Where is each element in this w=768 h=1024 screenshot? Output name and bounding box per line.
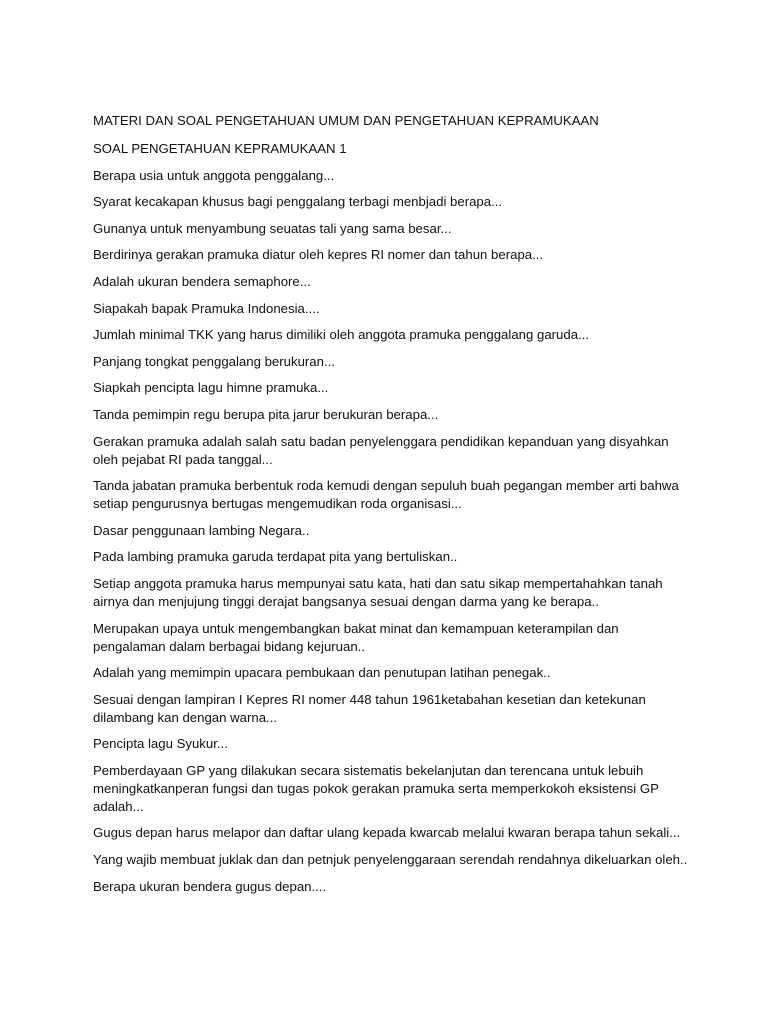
question-13: Dasar penggunaan lambing Negara.. (93, 522, 310, 538)
question-20: Pemberdayaan GP yang dilakukan secara sistematis bekelanjutan dan terencana untuk lebuih meningkatkanperan fungsi dan tugas pokok gerakan pramuka serta memperkokoh eksistensi GP adalah... (93, 762, 659, 814)
question-21: Gugus depan harus melapor dan daftar ulang kepada kwarcab melalui kwaran berapa tahun sekali... (93, 825, 681, 841)
question-14: Pada lambing pramuka garuda terdapat pita yang bertuliskan.. (93, 549, 458, 565)
question-18: Sesuai dengan lampiran I Kepres RI nomer 448 tahun 1961ketabahan kesetian dan ketekunan dilambang kan dengan warna... (93, 691, 646, 725)
question-15: Setiap anggota pramuka harus mempunyai satu kata, hati dan satu sikap mempertahahkan tanah airnya dan menjujung tinggi derajat bangsanya sesuai dengan darma yang ke berapa.. (93, 575, 663, 609)
document-title: MATERI DAN SOAL PENGETAHUAN UMUM DAN PENGETAHUAN KEPRAMUKAAN (93, 113, 599, 128)
question-16: Merupakan upaya untuk mengembangkan bakat minat dan kemampuan keterampilan dan pengalaman dalam berbagai bidang kejuruan.. (93, 620, 619, 654)
question-10: Tanda pemimpin regu berupa pita jarur berukuran berapa... (93, 406, 439, 422)
question-12: Tanda jabatan pramuka berbentuk roda kemudi dengan sepuluh buah pegangan member arti bahwa setiap pengurusnya bertugas mengemudikan roda organisasi... (93, 478, 679, 512)
question-19: Pencipta lagu Syukur... (93, 736, 228, 752)
question-23: Berapa ukuran bendera gugus depan.... (93, 878, 327, 894)
question-7: Jumlah minimal TKK yang harus dimiliki oleh anggota pramuka penggalang garuda... (93, 327, 590, 343)
question-2: Syarat kecakapan khusus bagi penggalang terbagi menbjadi berapa... (93, 194, 503, 210)
question-6: Siapakah bapak Pramuka Indonesia.... (93, 300, 320, 316)
question-1: Berapa usia untuk anggota penggalang... (93, 167, 335, 183)
document-content (93, 112, 693, 904)
question-11: Gerakan pramuka adalah salah satu badan penyelenggara pendidikan kepanduan yang disyahkan oleh pejabat RI pada tanggal... (93, 433, 669, 467)
document-subtitle: SOAL PENGETAHUAN KEPRAMUKAAN 1 (93, 141, 347, 156)
question-9: Siapkah pencipta lagu himne pramuka... (93, 380, 329, 396)
question-8: Panjang tongkat penggalang berukuran... (93, 353, 335, 369)
question-4: Berdirinya gerakan pramuka diatur oleh kepres RI nomer dan tahun berapa... (93, 247, 544, 263)
question-17: Adalah yang memimpin upacara pembukaan dan penutupan latihan penegak.. (93, 665, 551, 681)
question-3: Gunanya untuk menyambung seuatas tali yang sama besar... (93, 220, 452, 236)
question-22: Yang wajib membuat juklak dan dan petnjuk penyelenggaraan serendah rendahnya dikeluarkan oleh.. (93, 852, 688, 868)
question-5: Adalah ukuran bendera semaphore... (93, 273, 311, 289)
